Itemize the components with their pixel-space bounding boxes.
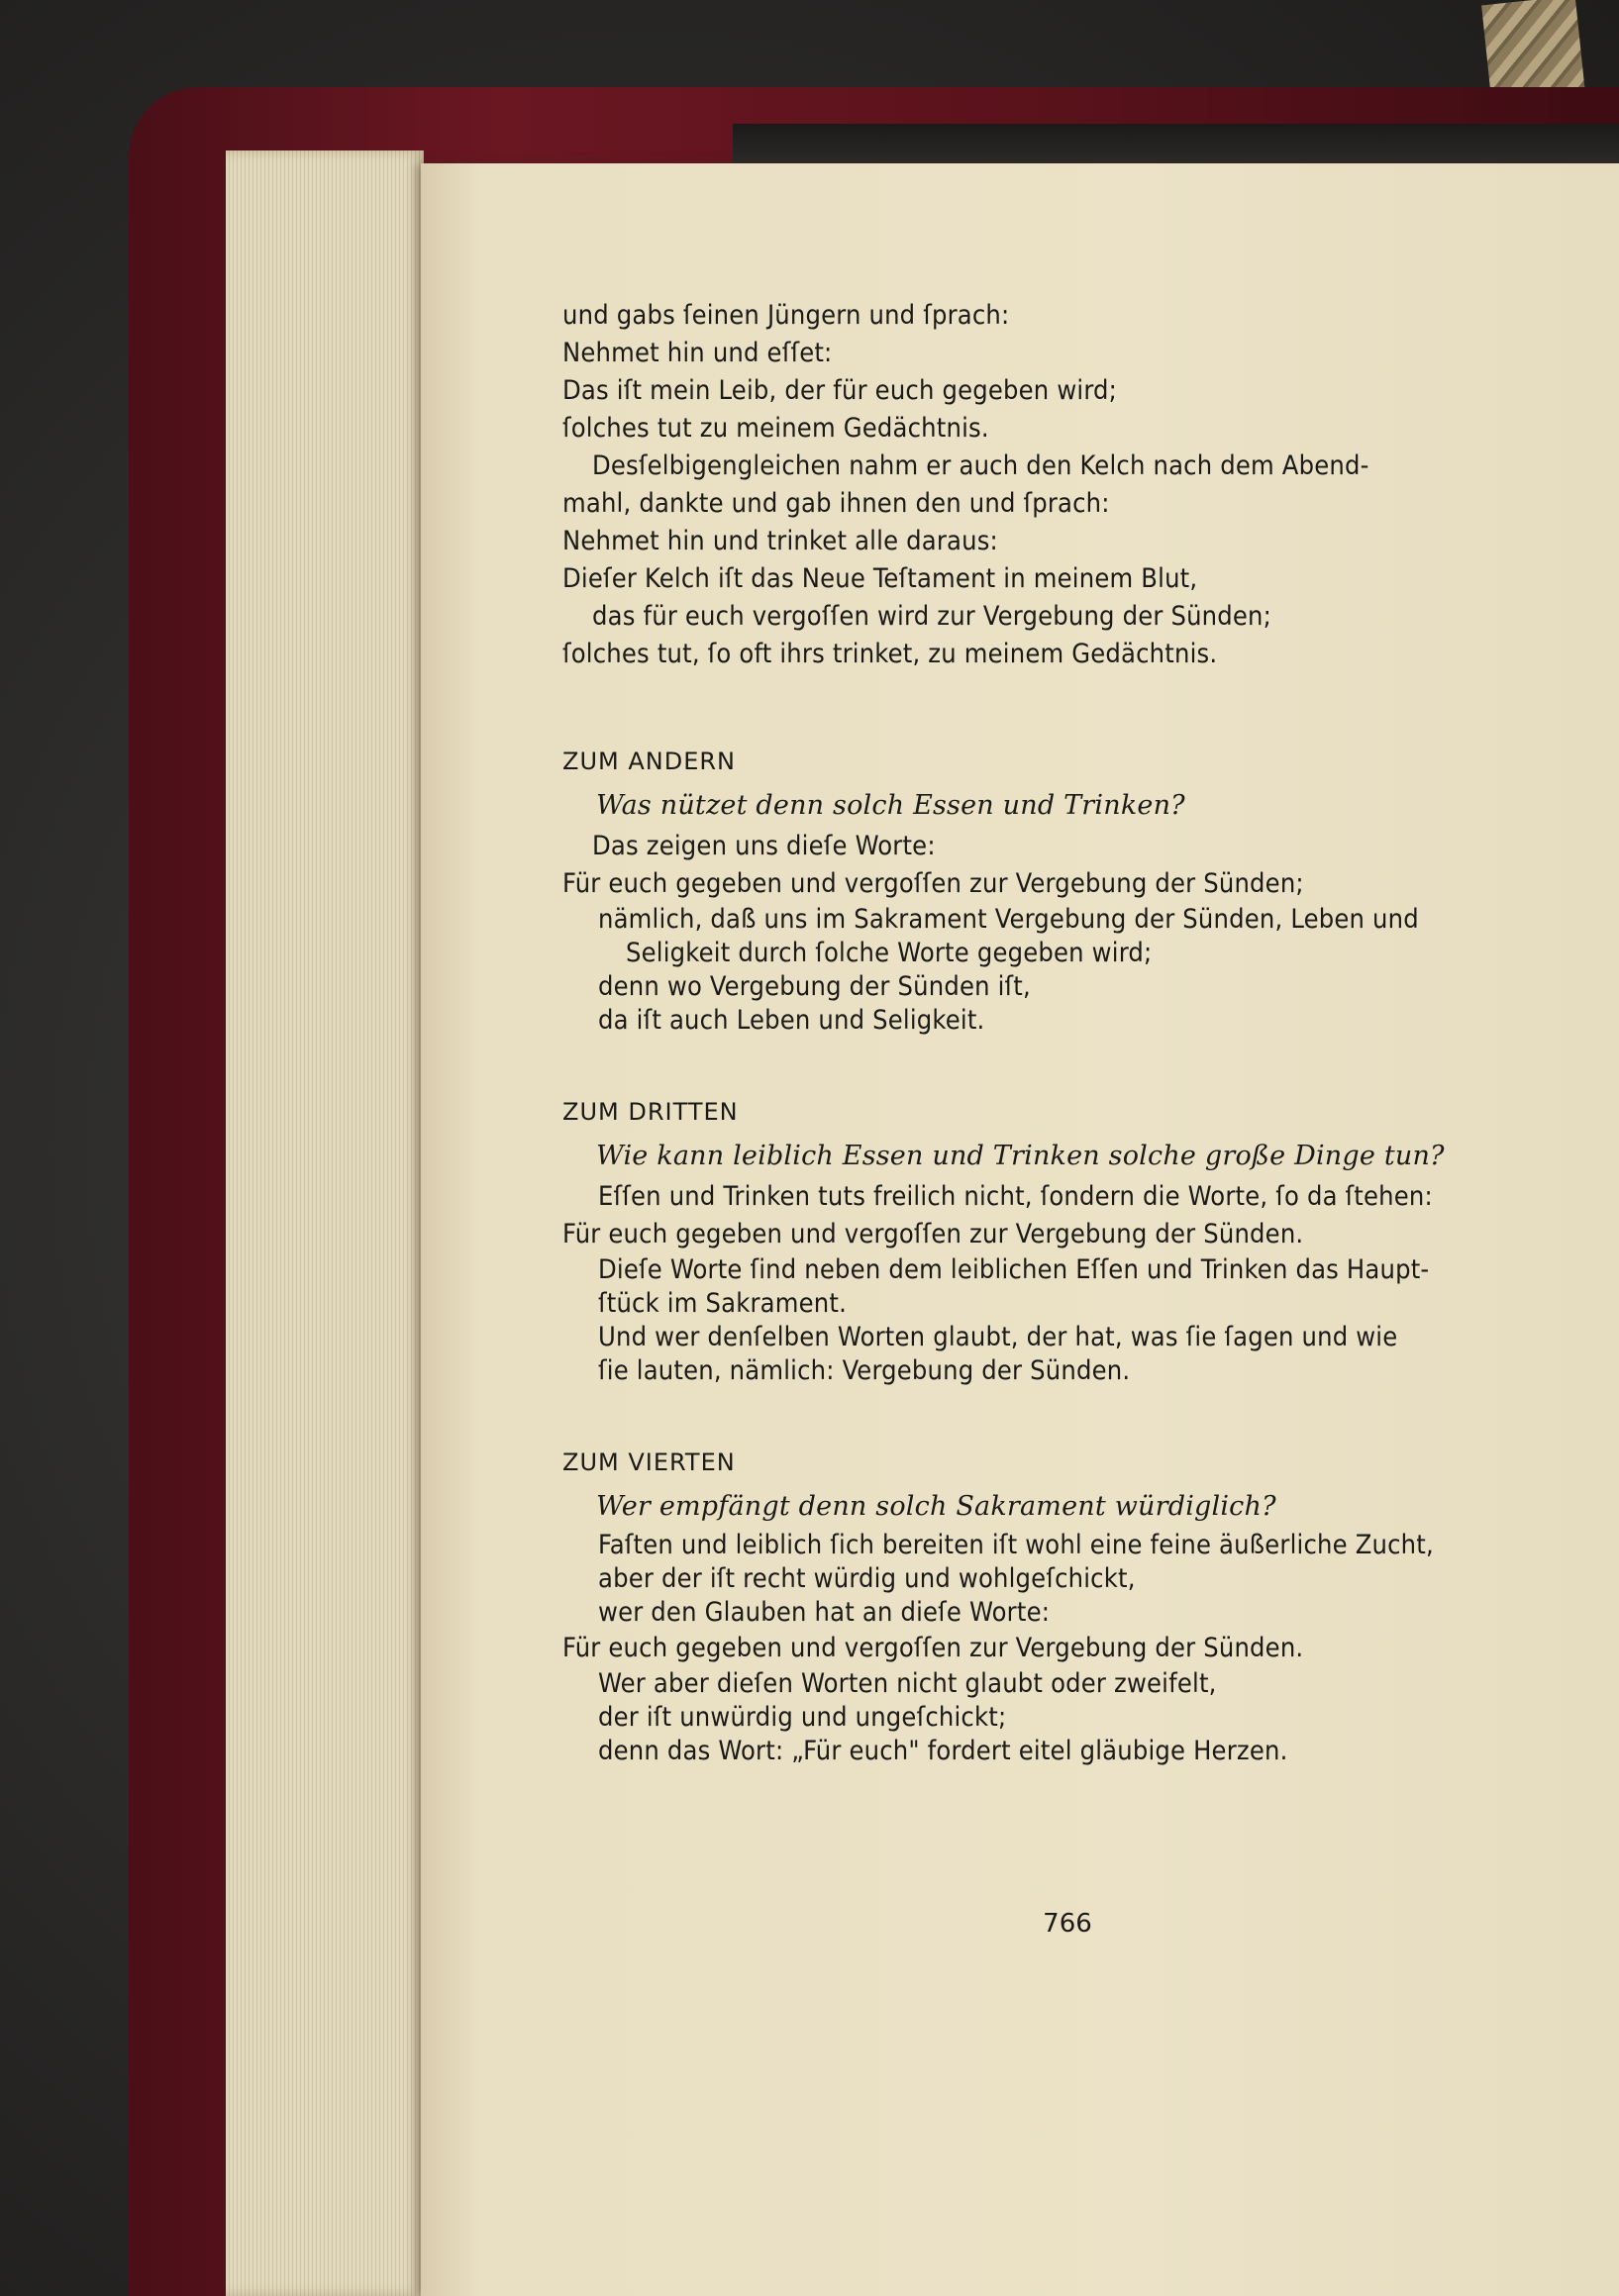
text-line: Wer aber dieſen Worten nicht glaubt oder zweifelt, <box>598 1668 1217 1699</box>
page-text <box>562 297 1572 1768</box>
text-line: Dieſer Kelch iſt das Neue Teſtament in meinem Blut, <box>562 563 1198 594</box>
text-line: der iſt unwürdig und ungeſchickt; <box>598 1702 1007 1733</box>
section-question: Wie kann leiblich Essen und Trinken solche große Dinge tun? <box>596 1141 1445 1171</box>
text-line: Nehmet hin und trinket alle daraus: <box>562 526 998 556</box>
text-line: Seligkeit durch ſolche Worte gegeben wird; <box>626 938 1153 968</box>
text-line: aber der iſt recht würdig und wohlgeſchickt, <box>598 1563 1136 1594</box>
text-line: Das zeigen uns dieſe Worte: <box>592 831 936 861</box>
text-line: mahl, dankte und gab ihnen den und ſprach: <box>562 488 1110 519</box>
page-number: 766 <box>1043 1909 1092 1939</box>
text-line: und gabs ſeinen Jüngern und ſprach: <box>562 300 1010 331</box>
text-line: Für euch gegeben und vergoſſen zur Vergebung der Sünden; <box>562 868 1304 899</box>
text-line: ſolches tut, ſo oft ihrs trinket, zu meinem Gedächtnis. <box>562 639 1218 669</box>
section-heading: ZUM VIERTEN <box>562 1448 736 1476</box>
text-line: Das iſt mein Leib, der für euch gegeben wird; <box>562 375 1118 406</box>
text-line: da iſt auch Leben und Seligkeit. <box>598 1005 985 1036</box>
section-question: Wer empfängt denn solch Sakrament würdiglich? <box>596 1491 1276 1522</box>
book-headband <box>733 124 1619 163</box>
text-line: das für euch vergoſſen wird zur Vergebung der Sünden; <box>592 601 1272 632</box>
text-line: Faſten und leiblich ſich bereiten iſt wohl eine feine äußerliche Zucht, <box>598 1530 1434 1560</box>
page-edges <box>226 150 424 2296</box>
text-line: denn wo Vergebung der Sünden iſt, <box>598 971 1031 1002</box>
section-heading: ZUM ANDERN <box>562 748 736 775</box>
text-line: nämlich, daß uns im Sakrament Vergebung der Sünden, Leben und <box>598 904 1419 935</box>
text-line: wer den Glauben hat an dieſe Worte: <box>598 1597 1051 1628</box>
text-line: Nehmet hin und eſſet: <box>562 338 833 368</box>
text-line: Für euch gegeben und vergoſſen zur Vergebung der Sünden. <box>562 1219 1304 1249</box>
text-line: ſtück im Sakrament. <box>598 1288 848 1319</box>
text-line: denn das Wort: „Für euch" fordert eitel gläubige Herzen. <box>598 1736 1288 1766</box>
text-line: Und wer denſelben Worten glaubt, der hat, was ſie ſagen und wie <box>598 1322 1398 1352</box>
text-line: Desſelbigengleichen nahm er auch den Kelch nach dem Abend- <box>592 450 1369 481</box>
text-line: Eſſen und Trinken tuts freilich nicht, ſondern die Worte, ſo da ſtehen: <box>598 1181 1433 1212</box>
section-heading: ZUM DRITTEN <box>562 1098 739 1126</box>
section-question: Was nützet denn solch Essen und Trinken? <box>596 790 1185 821</box>
text-line: Für euch gegeben und vergoſſen zur Vergebung der Sünden. <box>562 1633 1304 1663</box>
text-line: Dieſe Worte ſind neben dem leiblichen Eſſen und Trinken das Haupt- <box>598 1254 1430 1285</box>
text-line: ſie lauten, nämlich: Vergebung der Sünden. <box>598 1355 1131 1386</box>
text-line: ſolches tut zu meinem Gedächtnis. <box>562 413 989 444</box>
